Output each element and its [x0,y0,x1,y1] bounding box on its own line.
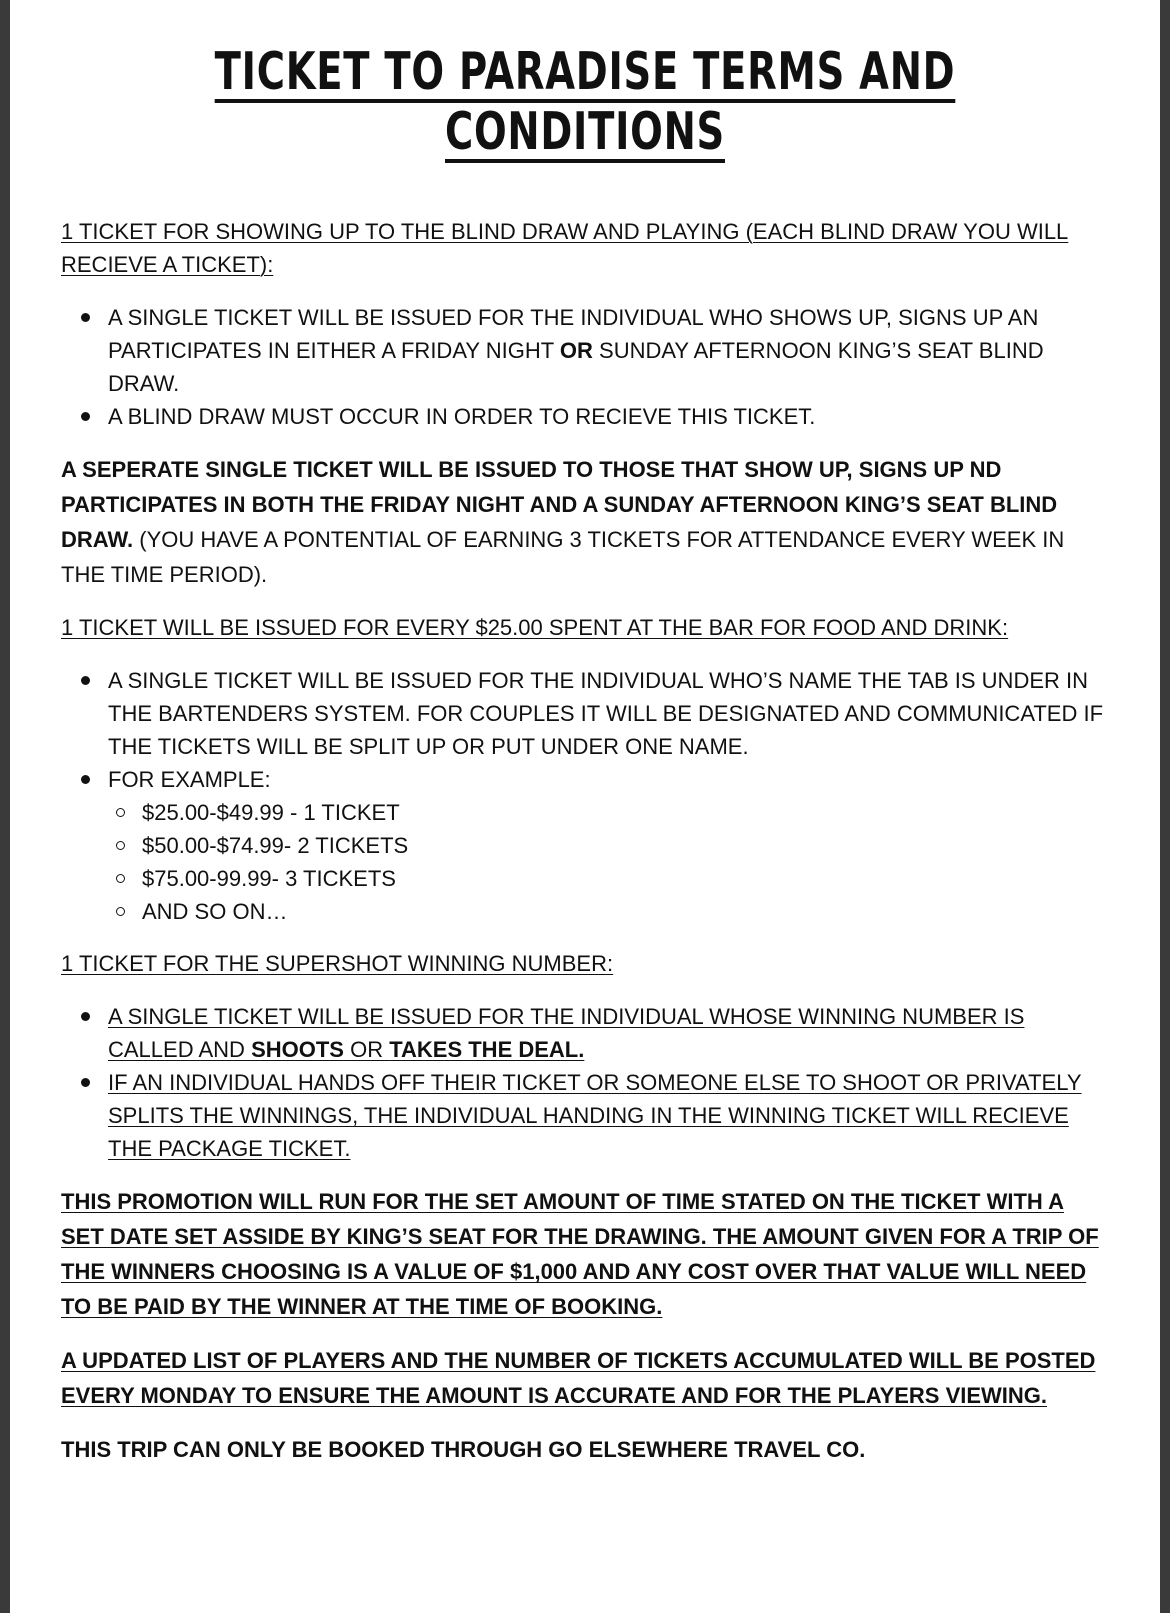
document-page [10,0,1160,1613]
separate-ticket-paragraph [61,452,1111,592]
bullet-bold-text: OR [559,338,593,363]
terms-content [61,215,1111,1467]
section2-bullet-1: A SINGLE TICKET WILL BE ISSUED FOR THE INDIVIDUAL WHO’S NAME THE TAB IS UNDER IN THE BARTENDERS SYSTEM. FOR COUPLES IT WILL BE DESIGNATED AND COMMUNICATED IF THE TICKETS WILL BE SPLIT UP OR PUT UNDER ONE NAME. [61,664,1111,763]
section3-bullet-2: IF AN INDIVIDUAL HANDS OFF THEIR TICKET OR SOMEONE ELSE TO SHOOT OR PRIVATELY SPLITS THE WINNINGS, THE INDIVIDUAL HANDING IN THE WINNING TICKET WILL RECIEVE THE PACKAGE TICKET. [61,1066,1111,1165]
updated-list-paragraph: A UPDATED LIST OF PLAYERS AND THE NUMBER OF TICKETS ACCUMULATED WILL BE POSTED EVERY MONDAY TO ENSURE THE AMOUNT IS ACCURATE AND FOR THE PLAYERS VIEWING. [61,1348,1096,1408]
section3-list [61,1000,1111,1165]
title-text: TICKET TO PARADISE TERMS AND CONDITIONS [214,42,956,162]
section1-heading: 1 TICKET FOR SHOWING UP TO THE BLIND DRAW AND PLAYING (EACH BLIND DRAW YOU WILL RECIEVE A TICKET): [61,219,1069,277]
bullet-text: OR [343,1037,390,1062]
bullet-bold-text: SHOOTS [251,1037,344,1062]
bullet-text: A SINGLE TICKET WILL BE ISSUED FOR THE INDIVIDUAL WHO SHOWS UP, SIGNS UP AN PARTICIPATES IN EITHER A FRIDAY NIGHT [108,305,1039,363]
section1-bullet-2: A BLIND DRAW MUST OCCUR IN ORDER TO RECIEVE THIS TICKET. [61,400,1111,433]
example-item: AND SO ON… [61,895,1111,928]
section2-list [61,664,1111,928]
promotion-paragraph: THIS PROMOTION WILL RUN FOR THE SET AMOUNT OF TIME STATED ON THE TICKET WITH A SET DATE SET ASSIDE BY KING’S SEAT FOR THE DRAWING. THE AMOUNT GIVEN FOR A TRIP OF THE WINNERS CHOOSING IS A VALUE OF $1,000 AND ANY COST OVER THAT VALUE WILL NEED TO BE PAID BY THE WINNER AT THE TIME OF BOOKING. [61,1189,1099,1319]
section1-list [61,301,1111,433]
page-title [160,42,1011,162]
section2-bullet-2: FOR EXAMPLE: [61,763,1111,796]
booking-paragraph: THIS TRIP CAN ONLY BE BOOKED THROUGH GO ELSEWHERE TRAVEL CO. [61,1437,866,1462]
section3-heading: 1 TICKET FOR THE SUPERSHOT WINNING NUMBER: [61,951,614,976]
bullet-bold-text: TAKES THE DEAL. [389,1037,585,1062]
section3-bullet-1 [61,1000,1111,1066]
separate-normal-text: (YOU HAVE A PONTENTIAL OF EARNING 3 TICKETS FOR ATTENDANCE EVERY WEEK IN THE TIME PERIOD). [61,527,1065,587]
section1-bullet-1 [61,301,1111,400]
example-item: $75.00-99.99- 3 TICKETS [61,862,1111,895]
bullet-text: A SINGLE TICKET WILL BE ISSUED FOR THE INDIVIDUAL WHOSE WINNING NUMBER IS CALLED AND [108,1004,1025,1062]
separate-bold-text: A SEPERATE SINGLE TICKET WILL BE ISSUED TO THOSE THAT SHOW UP, SIGNS UP ND PARTICIPATES IN BOTH THE FRIDAY NIGHT AND A SUNDAY AFTERNOON KING’S SEAT BLIND DRAW. [61,457,1058,552]
bullet-text: SUNDAY AFTERNOON KING’S SEAT BLIND DRAW. [108,338,1044,396]
example-item: $25.00-$49.99 - 1 TICKET [61,796,1111,829]
example-item: $50.00-$74.99- 2 TICKETS [61,829,1111,862]
section2-heading: 1 TICKET WILL BE ISSUED FOR EVERY $25.00 SPENT AT THE BAR FOR FOOD AND DRINK: [61,615,1009,640]
